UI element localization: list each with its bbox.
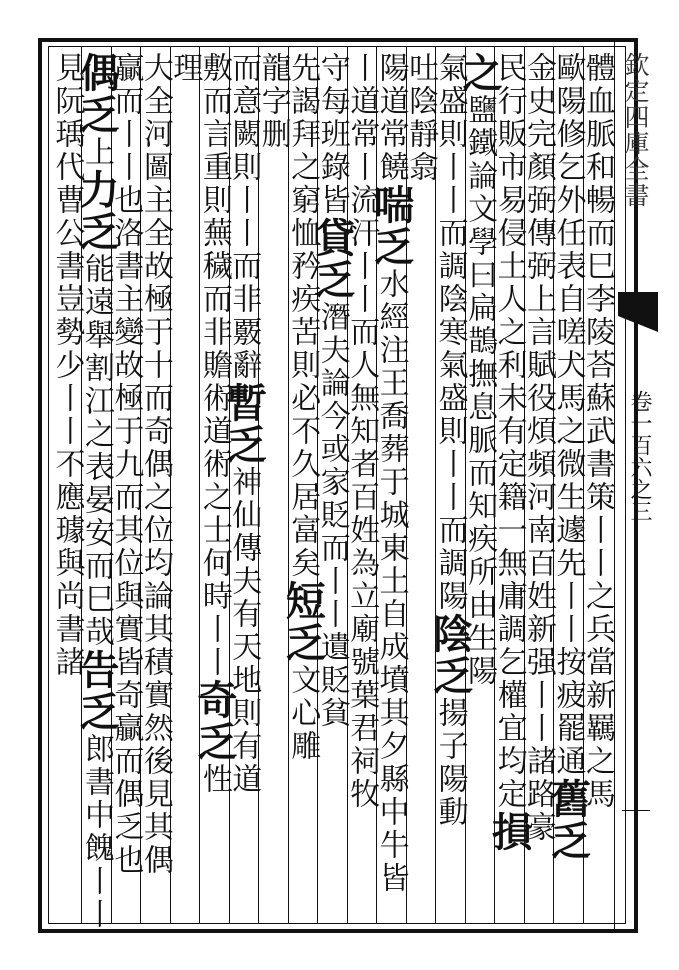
text-column — [255, 52, 291, 922]
headword: 暫乏 — [220, 382, 268, 466]
text-segment: 民行販市易侵土人之利未有定籍一無庸調乞權宜均定 — [491, 52, 527, 811]
text-column — [544, 52, 592, 922]
text-segment: 神仙傳夫有天地則有道 — [226, 466, 262, 796]
text-segment: 見阮瑀代曹公書豈勢少丨丨不 — [49, 52, 85, 481]
text-segment: 吐陰靜翕 — [403, 52, 439, 184]
text-segment: 氣盛則丨丨而調陰寒氣盛則丨丨而調陽 — [432, 52, 468, 613]
text-segment: 理 — [167, 52, 203, 85]
text-segment: 體血脈和暢而巳李陵荅蘇武書策丨丨之兵當新羈之馬 — [579, 52, 615, 811]
headword: 陰乏 — [426, 613, 474, 697]
headword: 喘乏 — [367, 184, 415, 268]
text-segment: 窮恤矜疾苦則必不久居富矣 — [285, 184, 321, 580]
text-column — [403, 52, 439, 922]
text-segment: 歐陽修乞外任表自嗟犬馬之微生遽先丨丨按疲罷通 — [550, 52, 586, 778]
text-segment: 文心雕 — [285, 664, 321, 763]
text-segment: 敷而言重則蕪穢而非贍 — [196, 52, 232, 382]
text-segment: 先謁拜之 — [285, 52, 321, 184]
headword: 損 — [485, 811, 533, 853]
headword: 告乏 — [72, 649, 120, 733]
text-column — [167, 52, 203, 922]
text-segment: 丨道常丨 — [344, 52, 380, 184]
volume-label: 卷一百六之三 — [627, 390, 652, 522]
text-segment: 能遠舉割江之表晏安而巳哉 — [78, 253, 114, 649]
text-segment: 陽道常饒 — [373, 52, 409, 184]
headword: 之 — [456, 52, 504, 94]
headword: 偶乏 — [72, 52, 120, 136]
column-divider — [288, 46, 289, 924]
text-column — [190, 52, 238, 922]
text-segment: 守每班錄皆 — [314, 52, 350, 217]
text-segment: 郎書中餽丨丨 — [78, 733, 114, 931]
headword: 短乏 — [279, 580, 327, 664]
text-column — [456, 52, 504, 922]
text-column — [521, 52, 557, 922]
text-column — [137, 52, 173, 922]
headword: 力乏 — [72, 169, 120, 253]
text-column — [72, 52, 120, 931]
column-divider — [199, 46, 200, 924]
text-segment: 大全河圖主全故極于十而奇偶之位均論其積實然後見其偶 — [137, 52, 173, 877]
text-column — [308, 52, 356, 922]
text-segment: 應璩與尚書諸 — [49, 481, 85, 679]
text-segment: 上 — [78, 136, 114, 169]
text-segment: 而意闕則丨丨而非覈辭 — [226, 52, 262, 382]
edge-rule — [622, 810, 650, 811]
text-column — [485, 52, 533, 922]
text-segment: 術道術之士何時丨丨 — [196, 382, 232, 679]
headword: 貸乏 — [308, 217, 356, 301]
text-segment: 鹽鐵論文學曰扁鵲撫息脈而知疾所由生陽 — [462, 94, 498, 688]
text-column — [220, 52, 268, 922]
book-title: 欽定四庫全書 — [621, 52, 650, 208]
text-segment: 贏而丨丨也洛書主變故極于九而其位與實皆奇贏而偶乏也 — [108, 52, 144, 877]
text-segment: 水經注王喬葬于城東土自成墳其夕縣中牛皆 — [373, 268, 409, 895]
text-segment: 潛夫論今或家貶而丨丨遺貶貧 — [314, 301, 350, 730]
text-column — [344, 52, 380, 922]
text-column — [279, 52, 327, 922]
text-segment: 流汗丨丨而人無知者百姓為立廟號葉君祠牧 — [344, 184, 380, 811]
text-column — [367, 52, 415, 922]
text-segment: 龍字删 — [255, 52, 291, 151]
text-column — [426, 52, 474, 922]
text-column — [49, 52, 85, 922]
text-segment: 性 — [196, 763, 232, 796]
text-segment: 金史完顏弼傳弼上言賦役煩頻河南百姓新强丨丨諸路豪 — [521, 52, 557, 844]
headword: 奇乏 — [190, 679, 238, 763]
headword: 舊乏 — [544, 778, 592, 862]
text-segment: 揚子陽動 — [432, 697, 468, 829]
